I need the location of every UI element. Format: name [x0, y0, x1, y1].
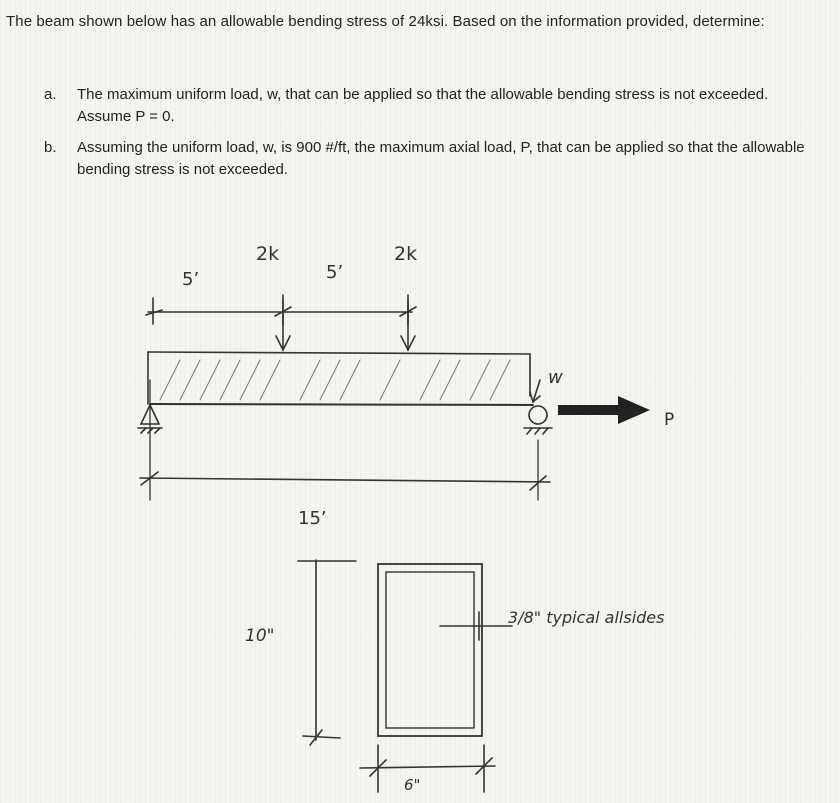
question-a-text: The maximum uniform load, w, that can be applied so that the allowable bending stress is not exceeded. Assume P = 0. [77, 86, 769, 125]
right-roller-support [529, 406, 547, 424]
question-b-text: Assuming the uniform load, w, is 900 #/ft, the maximum axial load, P, that can be applied so that the allowable bending stress is not exceeded. [77, 139, 805, 178]
w-label: w [548, 367, 563, 388]
load-1-label: 2k [256, 243, 280, 265]
load-2-label: 2k [394, 243, 418, 265]
height-label: 10" [245, 626, 275, 646]
dimension-1-label: 5’ [182, 269, 200, 290]
distributed-load-top [148, 352, 530, 354]
width-label: 6" [404, 776, 421, 794]
p-arrow [558, 396, 650, 424]
question-a-label: a. [44, 86, 57, 103]
dimension-2-label: 5’ [326, 262, 344, 283]
question-b-label: b. [44, 139, 57, 156]
span-dimension-line [140, 478, 550, 482]
p-label: P [664, 410, 675, 430]
span-label: 15’ [298, 508, 327, 529]
tube-section-inner [386, 572, 474, 728]
beam [150, 404, 533, 405]
weld-note: 3/8" typical allsides [508, 608, 665, 627]
tube-section-outer [378, 564, 482, 736]
distributed-load-hatch [160, 360, 510, 400]
problem-intro: The beam shown below has an allowable bending stress of 24ksi. Based on the information provided, determine: [6, 13, 765, 30]
